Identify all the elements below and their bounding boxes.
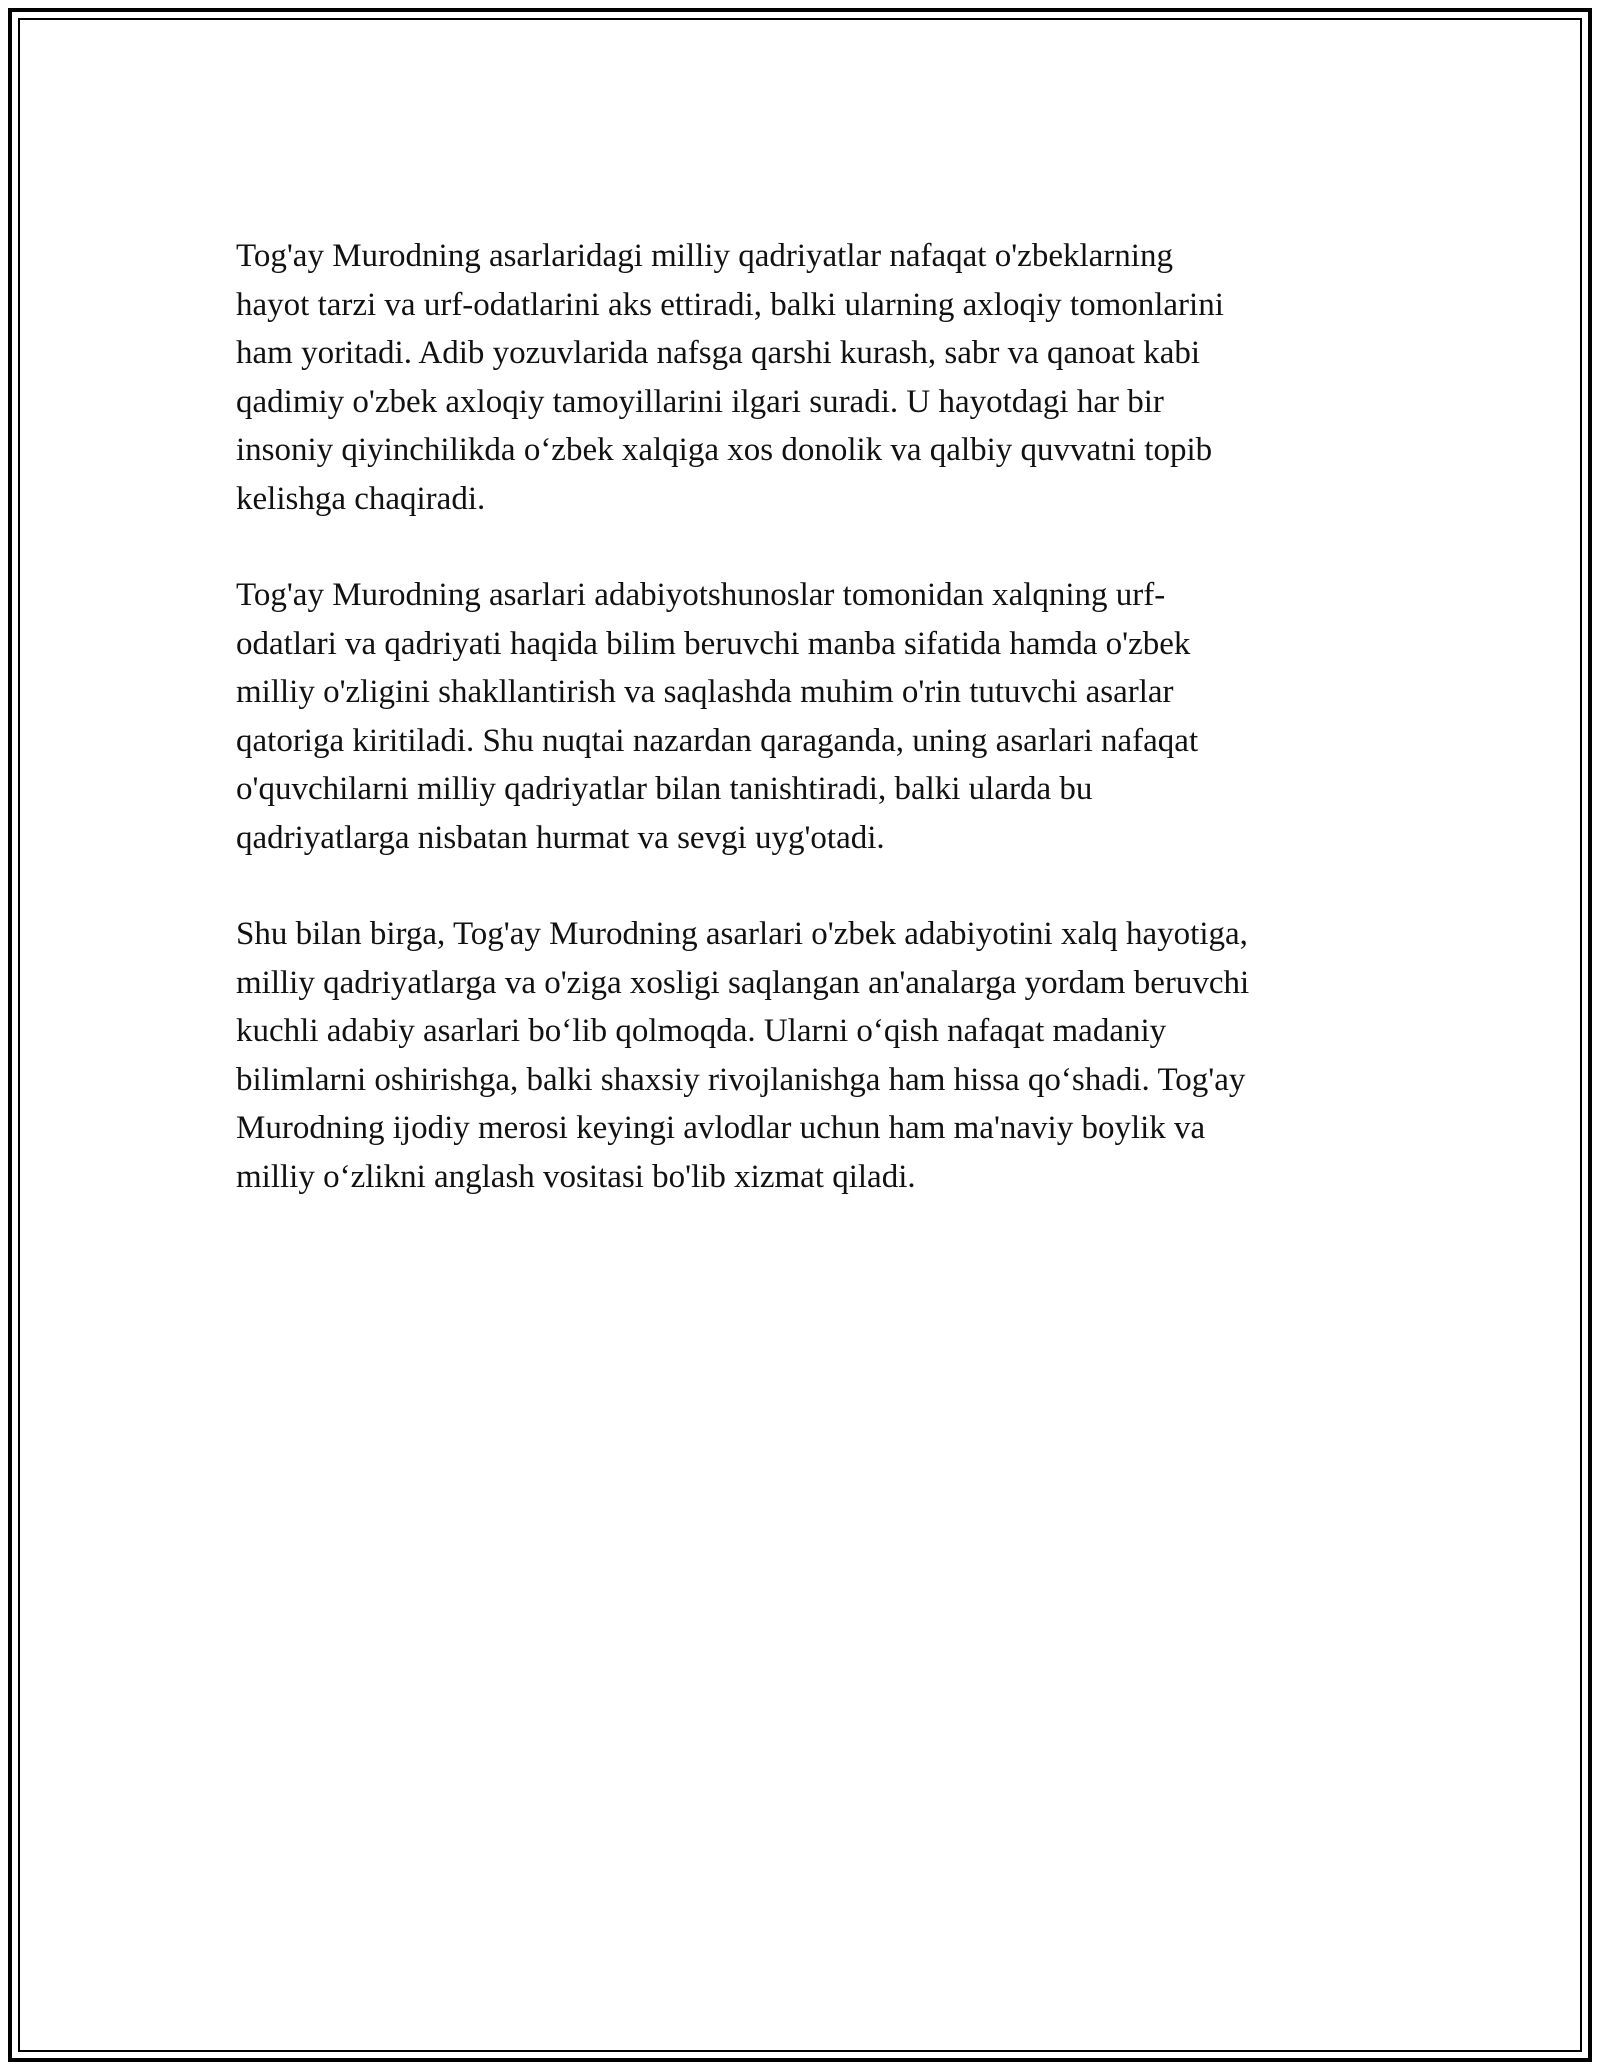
document-body: [236, 232, 1386, 1249]
paragraph-1: Tog'ay Murodning asarlaridagi milliy qadriyatlar nafaqat o'zbeklarning hayot tarzi va urf-odatlarini aks ettiradi, balki ularning axloqiy tomonlarini ham yoritadi. Adib yozuvlarida nafsga qarshi kurash, sabr va qanoat kabi qadimiy o'zbek axloqiy tamoyillarini ilgari suradi. U hayotdagi har bir insoniy qiyinchilikda o‘zbek xalqiga xos donolik va qalbiy quvvatni topib kelishga chaqiradi.: [236, 238, 1224, 517]
paragraph-3: Shu bilan birga, Tog'ay Murodning asarlari o'zbek adabiyotini xalq hayotiga, milliy qadriyatlarga va o'ziga xosligi saqlangan an'analarga yordam beruvchi kuchli adabiy asarlari bo‘lib qolmoqda. Ularni o‘qish nafaqat madaniy bilimlarni oshirishga, balki shaxsiy rivojlanishga ham hissa qo‘shadi. Tog'ay Murodning ijodiy merosi keyingi avlodlar uchun ham ma'naviy boylik va milliy o‘zlikni anglash vositasi bo'lib xizmat qiladi.: [236, 916, 1250, 1195]
paragraph-2: Tog'ay Murodning asarlari adabiyotshunoslar tomonidan xalqning urf- odatlari va qadriyati haqida bilim beruvchi manba sifatida hamda o'zbek milliy o'zligini shakllantirish va saqlashda muhim o'rin tutuvchi asarlar qatoriga kiritiladi. Shu nuqtai nazardan qaraganda, uning asarlari nafaqat o'quvchilarni milliy qadriyatlar bilan tanishtiradi, balki ularda bu qadriyatlarga nisbatan hurmat va sevgi uyg'otadi.: [236, 577, 1199, 856]
